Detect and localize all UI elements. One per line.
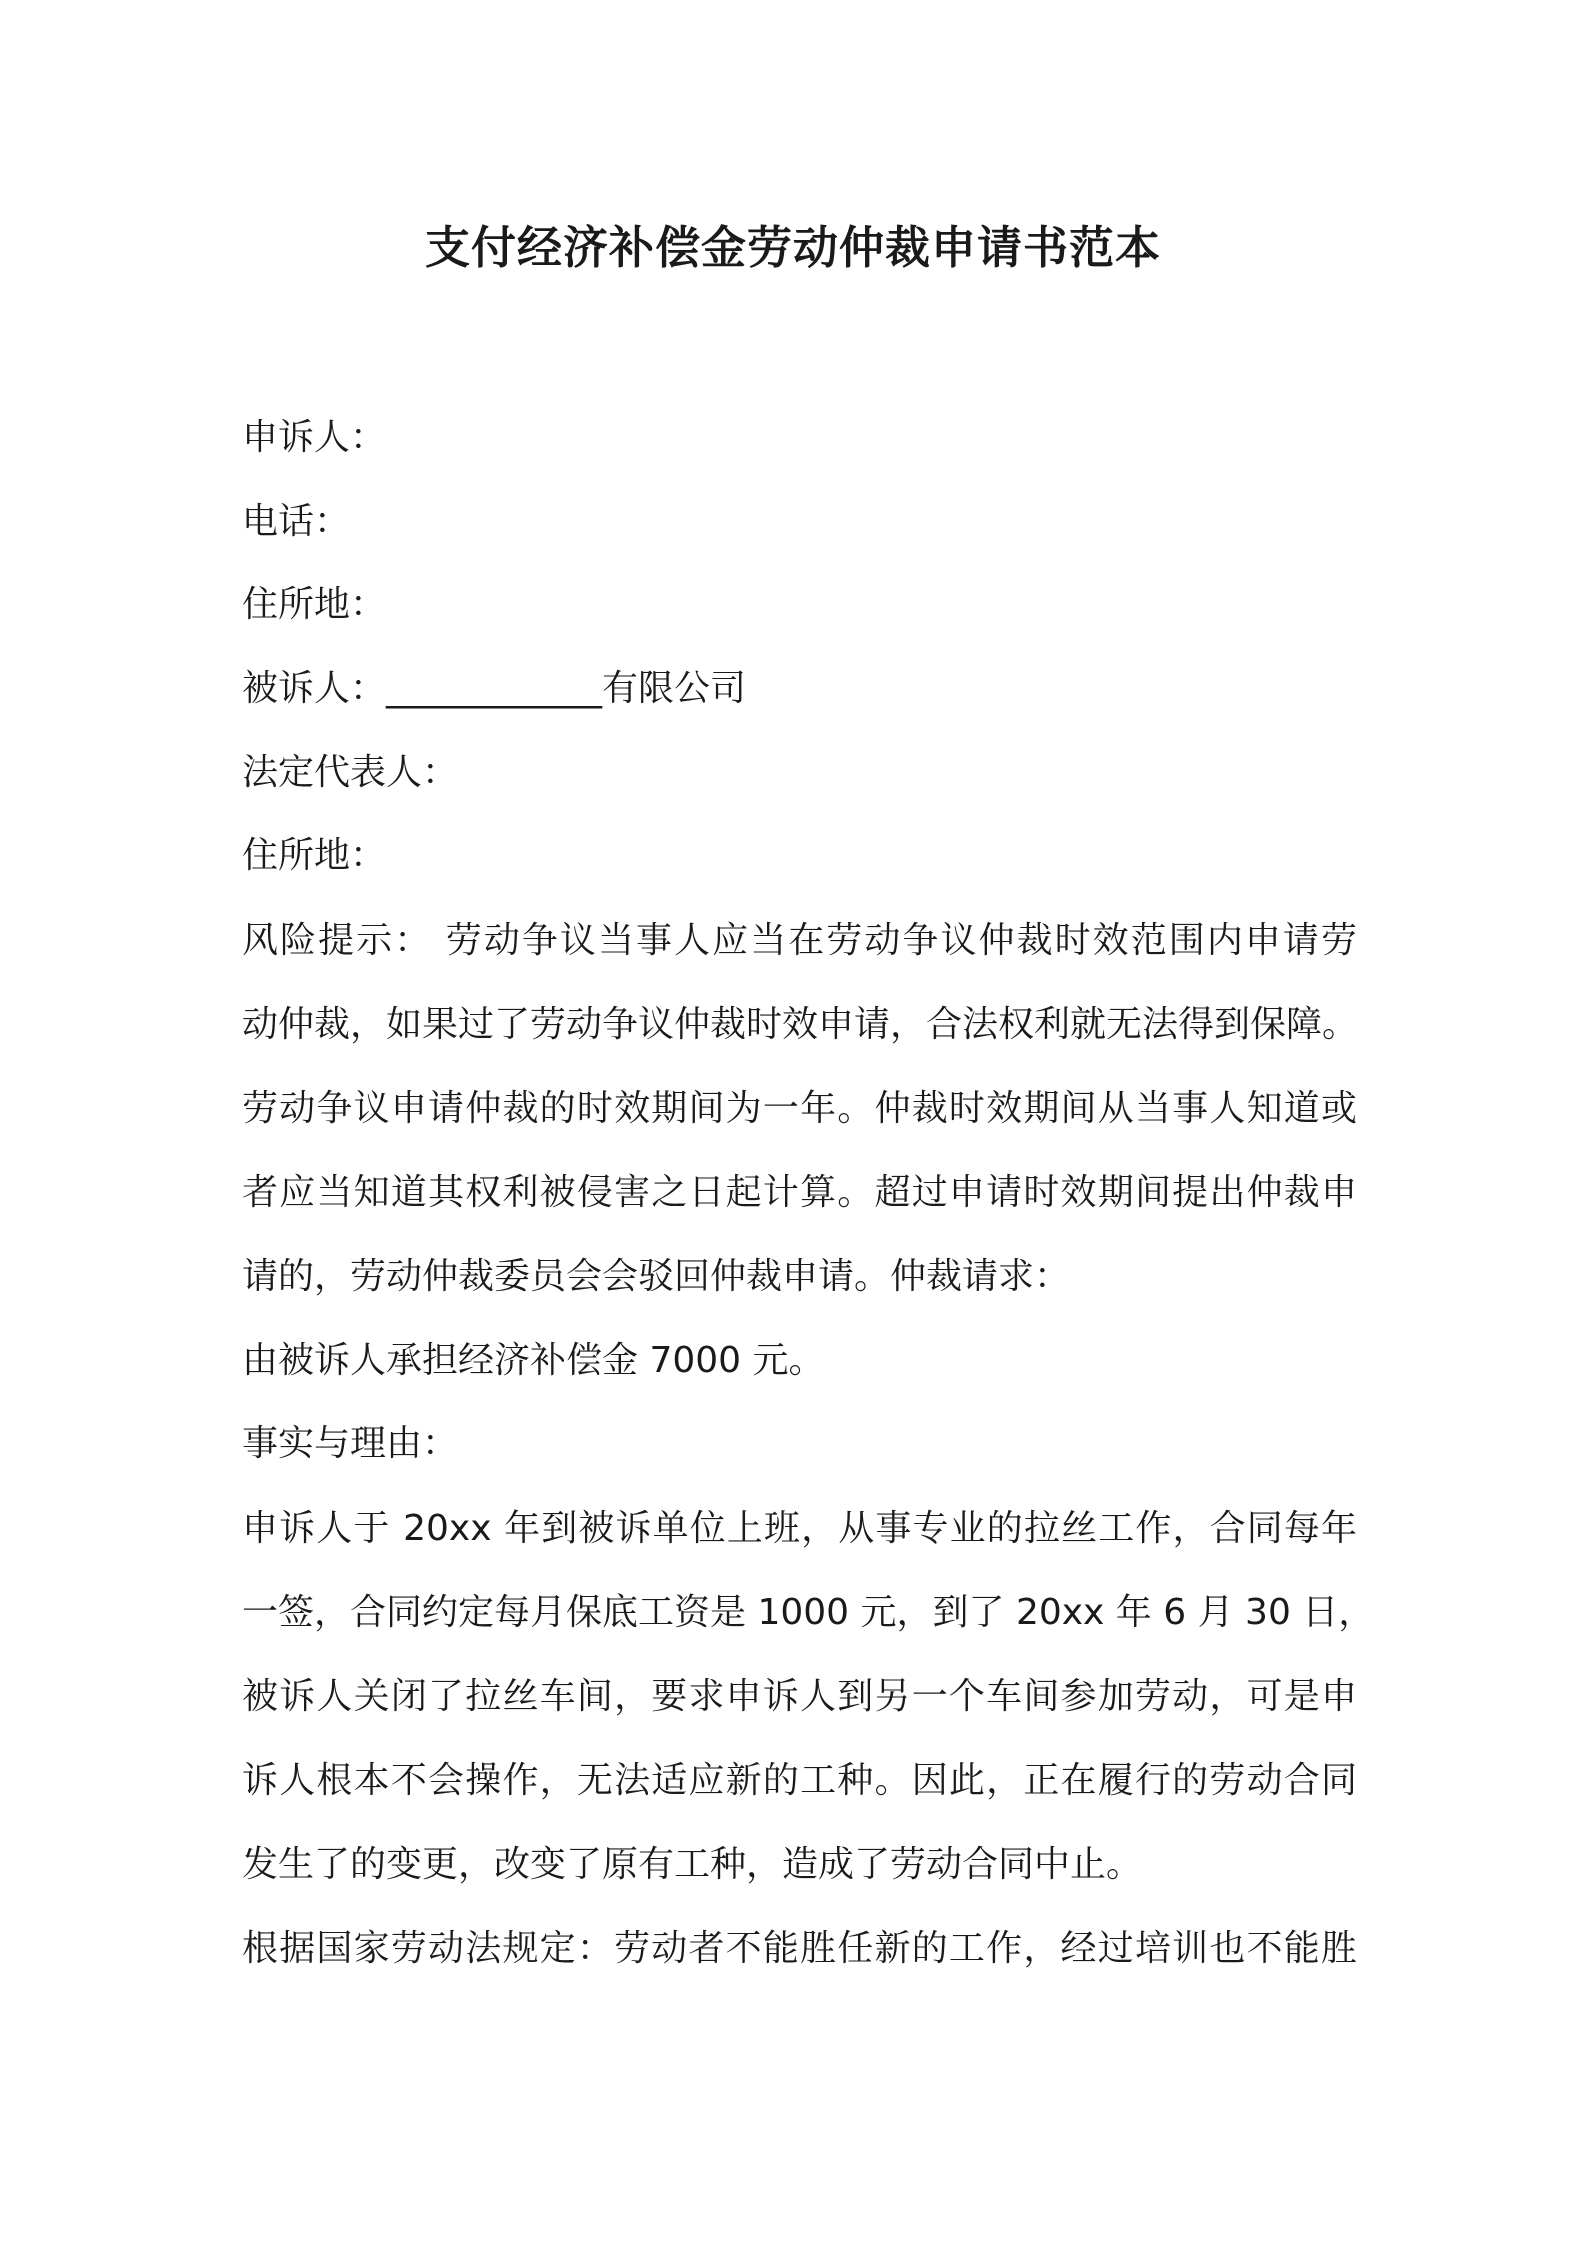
risk-line: 风险提示： 劳动争议当事人应当在劳动争议仲裁时效范围内申请劳: [242, 920, 1357, 961]
respondent-address-field: 住所地：: [242, 835, 387, 876]
address-field: 住所地：: [242, 584, 387, 625]
claim-text: 由被诉人承担经济补偿金 7000 元。: [242, 1340, 825, 1381]
law-paragraph: [242, 1907, 1357, 1991]
risk-line: 动仲裁，如果过了劳动争议仲裁时效申请，合法权利就无法得到保障。: [242, 1004, 1359, 1045]
facts-line: 被诉人关闭了拉丝车间，要求申诉人到另一个车间参加劳动，可是申: [242, 1676, 1357, 1717]
facts-heading: 事实与理由：: [242, 1423, 459, 1464]
risk-line: 劳动争议申请仲裁的时效期间为一年。仲裁时效期间从当事人知道或: [242, 1088, 1357, 1129]
risk-line: 者应当知道其权利被侵害之日起计算。超过申请时效期间提出仲裁申: [242, 1172, 1357, 1213]
respondent-field: 被诉人：____________有限公司: [242, 668, 747, 709]
phone-field: 电话：: [242, 501, 351, 542]
legal-representative-field: 法定代表人：: [242, 752, 459, 793]
facts-line: 申诉人于 20xx 年到被诉单位上班，从事专业的拉丝工作，合同每年: [242, 1508, 1357, 1549]
facts-paragraph: [242, 1487, 1375, 1907]
appellant-field: 申诉人：: [242, 417, 387, 458]
facts-line: 诉人根本不会操作，无法适应新的工种。因此，正在履行的劳动合同: [242, 1760, 1357, 1801]
facts-line: 一签，合同约定每月保底工资是 1000 元，到了 20xx 年 6 月 30 日，: [242, 1592, 1375, 1633]
document-title: 支付经济补偿金劳动仲裁申请书范本: [424, 221, 1161, 274]
risk-warning-paragraph: [242, 899, 1357, 1319]
law-line: 根据国家劳动法规定：劳动者不能胜任新的工作，经过培训也不能胜: [242, 1928, 1357, 1969]
facts-line: 发生了的变更，改变了原有工种，造成了劳动合同中止。: [242, 1844, 1143, 1885]
risk-line: 请的，劳动仲裁委员会会驳回仲裁申请。仲裁请求：: [242, 1256, 1071, 1297]
